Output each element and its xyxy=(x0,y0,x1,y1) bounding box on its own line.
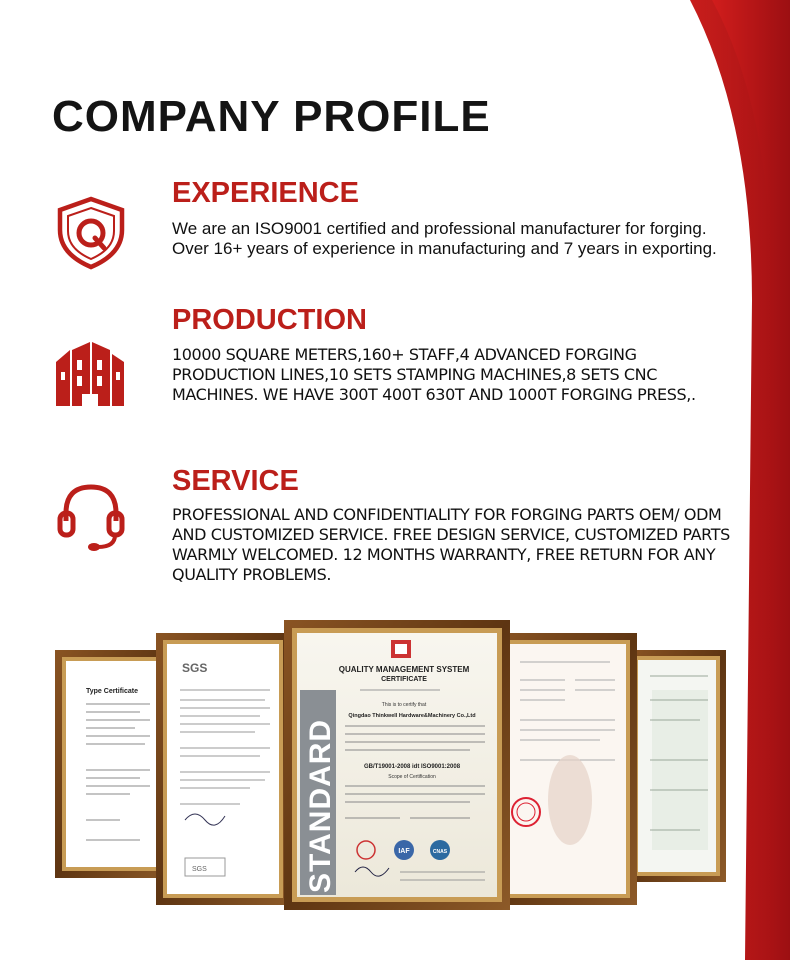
production-heading: PRODUCTION xyxy=(172,304,367,336)
service-text: PROFESSIONAL AND CONFIDENTIALITY FOR FORGING PARTS OEM/ ODM AND CUSTOMIZED SERVICE. FREE DESIGN SERVICE, CUSTOMIZED PARTS WARMLY WELCOMED. 12 MONTHS WARRANTY, FREE RETURN FOR ANY QUALITY PROBLEMS. xyxy=(172,505,730,584)
qms-title: QUALITY MANAGEMENT SYSTEM xyxy=(338,665,470,674)
experience-heading: EXPERIENCE xyxy=(172,177,359,209)
qms-standard: GB/T19001-2008 idt ISO9001:2008 xyxy=(363,764,461,770)
qms-scope: Scope of Certification xyxy=(388,774,436,780)
headset-icon xyxy=(56,481,126,553)
qms-vertical-standard: STANDARD xyxy=(304,718,337,893)
service-heading: SERVICE xyxy=(172,465,299,497)
page-title: COMPANY PROFILE xyxy=(52,92,491,141)
experience-text: We are an ISO9001 certified and professional manufacturer for forging. Over 16+ years of experience in manufacturing and 7 years in exporting. xyxy=(172,219,717,258)
type-certificate xyxy=(55,650,173,878)
product-certificate xyxy=(497,633,637,905)
qms-certificate xyxy=(284,620,510,910)
cnas-logo: CNAS xyxy=(432,849,448,855)
certificates-gallery xyxy=(0,615,790,960)
sgs-certificate xyxy=(156,633,290,905)
production-text: 10000 SQUARE METERS,160+ STAFF,4 ADVANCED FORGING PRODUCTION LINES,10 SETS STAMPING MACHINES,8 SETS CNC MACHINES. WE HAVE 300T 400T 630T AND 1000T FORGING PRESS,. xyxy=(172,345,696,404)
qms-company: Qingdao Thinkwell Hardware&Machinery Co.,Ltd xyxy=(348,713,476,719)
shield-q-icon xyxy=(55,196,127,270)
type-certificate-title: Type Certificate xyxy=(86,688,138,695)
sgs-footer-logo: SGS xyxy=(192,866,207,873)
factory-building-icon xyxy=(54,340,126,408)
qms-subtitle: CERTIFICATE xyxy=(381,676,427,683)
right-certificate xyxy=(628,650,726,882)
iaf-logo: IAF xyxy=(398,848,410,855)
qms-certify: This is to certify that xyxy=(381,702,427,708)
sgs-logo: SGS xyxy=(182,661,208,675)
